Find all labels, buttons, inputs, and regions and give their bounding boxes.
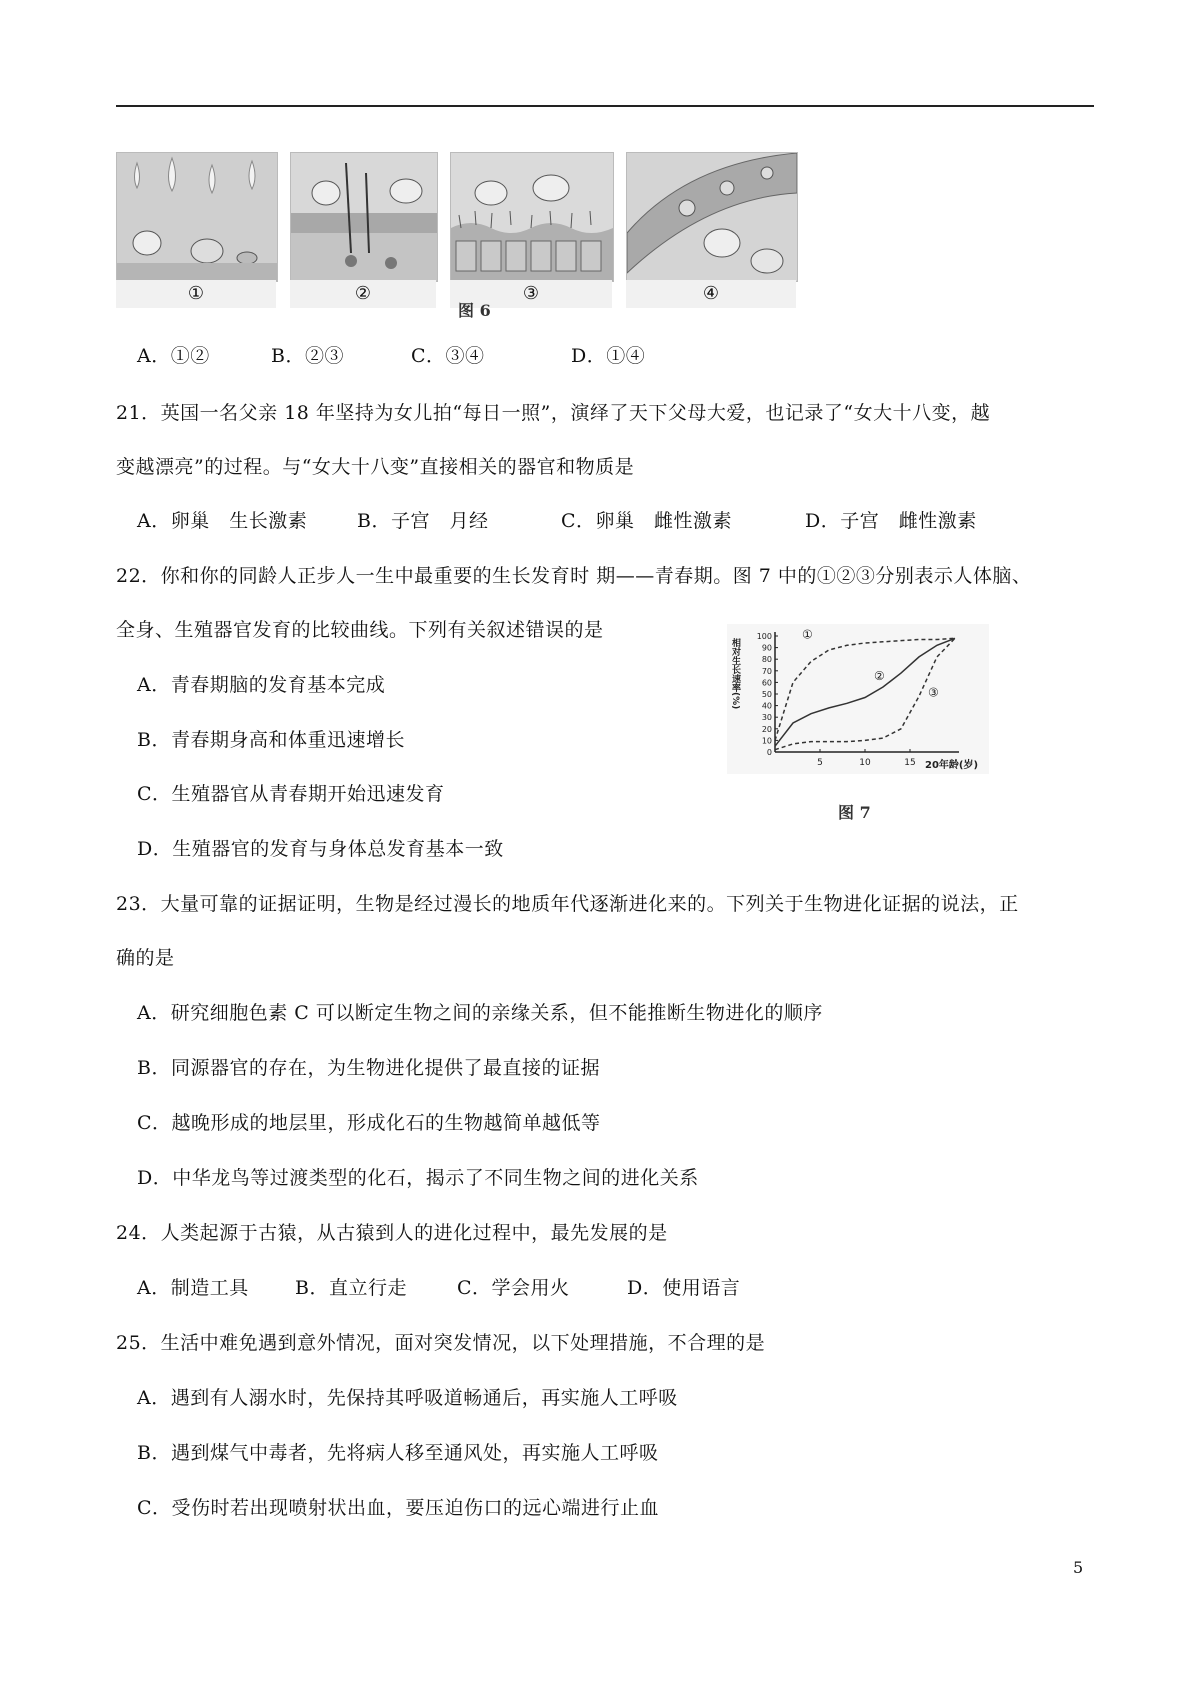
q22-option-a: A．青春期脑的发育基本完成 (137, 674, 386, 696)
q24-options (137, 1275, 740, 1301)
mucosa-cilia-illustration (451, 153, 613, 281)
q24-stem: 24．人类起源于古猿，从古猿到人的进化过程中，最先发展的是 (116, 1222, 668, 1244)
growth-curve-chart (727, 624, 989, 774)
figure-6-label-4: ④ (626, 280, 796, 308)
q23-option-a: A．研究细胞色素 C 可以断定生物之间的亲缘关系，但不能推断生物进化的顺序 (137, 1002, 823, 1024)
y-tick-label: 70 (761, 666, 772, 676)
q25-stem: 25．生活中难免遇到意外情况，面对突发情况，以下处理措施，不合理的是 (116, 1332, 766, 1354)
q23-stem-line-1: 23．大量可靠的证据证明，生物是经过漫长的地质年代逐渐进化来的。下列关于生物进化证据的说法，正 (116, 893, 1019, 915)
figure-7-caption: 图 7 (838, 803, 871, 822)
q24-option-d: D．使用语言 (627, 1277, 741, 1299)
figure-7 (727, 624, 989, 774)
y-tick-label: 60 (761, 678, 772, 688)
x-tick-label: 10 (859, 758, 871, 768)
q21-option-a: A．卵巢 生长激素 (137, 510, 308, 532)
x-tick-label: 5 (817, 758, 823, 768)
q22-option-b: B．青春期身高和体重迅速增长 (137, 729, 405, 751)
rain-germs-illustration (117, 153, 277, 281)
y-tick-label: 30 (761, 713, 772, 723)
page-number: 5 (1073, 1558, 1084, 1577)
figure-6-panel-4 (626, 152, 798, 282)
q21-option-c: C．卵巢 雌性激素 (561, 510, 733, 532)
q25-option-c: C．受伤时若出现喷射状出血，要压迫伤口的远心端进行止血 (137, 1497, 660, 1519)
q21-stem-line-1: 21．英国一名父亲 18 年坚持为女儿拍“每日一照”，演绎了天下父母大爱，也记录了“女大十八变，越 (116, 402, 991, 424)
q24-option-a: A．制造工具 (137, 1277, 249, 1299)
figure-6-label-2: ② (290, 280, 436, 308)
y-tick-label: 80 (761, 655, 772, 665)
figure-6-panel-2 (290, 152, 438, 282)
y-tick-label: 20 (761, 724, 772, 734)
x-axis-label: 20年龄(岁) (925, 760, 979, 771)
curve-label-3: ③ (928, 685, 939, 700)
q20-option-c: C．③④ (411, 345, 485, 367)
figure-6-panel-1 (116, 152, 278, 282)
q24-option-b: B．直立行走 (295, 1277, 407, 1299)
q22-stem-line-2: 全身、生殖器官发育的比较曲线。下列有关叙述错误的是 (116, 619, 604, 641)
curve-label-1: ① (802, 627, 813, 642)
q21-option-d: D．子宫 雌性激素 (805, 510, 977, 532)
y-tick-label: 90 (761, 643, 772, 653)
curve-label-2: ② (874, 669, 885, 684)
figure-6 (116, 152, 832, 324)
q22-stem-line-1: 22．你和你的同龄人正步人一生中最重要的生长发育时 期——青春期。图 7 中的①②③分别表示人体脑、 (116, 565, 1032, 587)
figure-6-label-3: ③ (450, 280, 612, 308)
y-tick-label: 100 (756, 632, 772, 641)
q20-option-d: D．①④ (571, 345, 646, 367)
y-tick-label: 10 (761, 736, 772, 746)
figure-6-label-1: ① (116, 280, 276, 308)
q20-options (137, 343, 645, 369)
q23-stem-line-2: 确的是 (116, 947, 175, 969)
q22-option-c: C．生殖器官从青春期开始迅速发育 (137, 783, 445, 805)
x-tick-label: 15 (904, 758, 916, 768)
q20-option-a: A．①② (137, 345, 210, 367)
blood-vessel-phagocyte-illustration (627, 153, 797, 281)
skin-barrier-illustration (291, 153, 437, 281)
figure-6-panel-3 (450, 152, 614, 282)
y-axis-label: 相对生长速率(%) (730, 638, 740, 710)
q23-option-d: D．中华龙鸟等过渡类型的化石，揭示了不同生物之间的进化关系 (137, 1167, 699, 1189)
q21-options (137, 508, 977, 534)
q22-option-d: D．生殖器官的发育与身体总发育基本一致 (137, 838, 504, 860)
q25-option-a: A．遇到有人溺水时，先保持其呼吸道畅通后，再实施人工呼吸 (137, 1387, 678, 1409)
q23-option-b: B．同源器官的存在，为生物进化提供了最直接的证据 (137, 1057, 600, 1079)
figure-6-caption: 图 6 (458, 301, 491, 320)
y-tick-label: 50 (761, 690, 772, 699)
q21-stem-line-2: 变越漂亮”的过程。与“女大十八变”直接相关的器官和物质是 (116, 456, 635, 478)
q25-option-b: B．遇到煤气中毒者，先将病人移至通风处，再实施人工呼吸 (137, 1442, 659, 1464)
q24-option-c: C．学会用火 (457, 1277, 570, 1299)
q23-option-c: C．越晚形成的地层里，形成化石的生物越简单越低等 (137, 1112, 601, 1134)
header-rule (116, 105, 1094, 107)
y-tick-label: 0 (766, 748, 772, 757)
q20-option-b: B．②③ (271, 345, 344, 367)
q21-option-b: B．子宫 月经 (357, 510, 489, 532)
y-tick-label: 40 (761, 701, 772, 711)
